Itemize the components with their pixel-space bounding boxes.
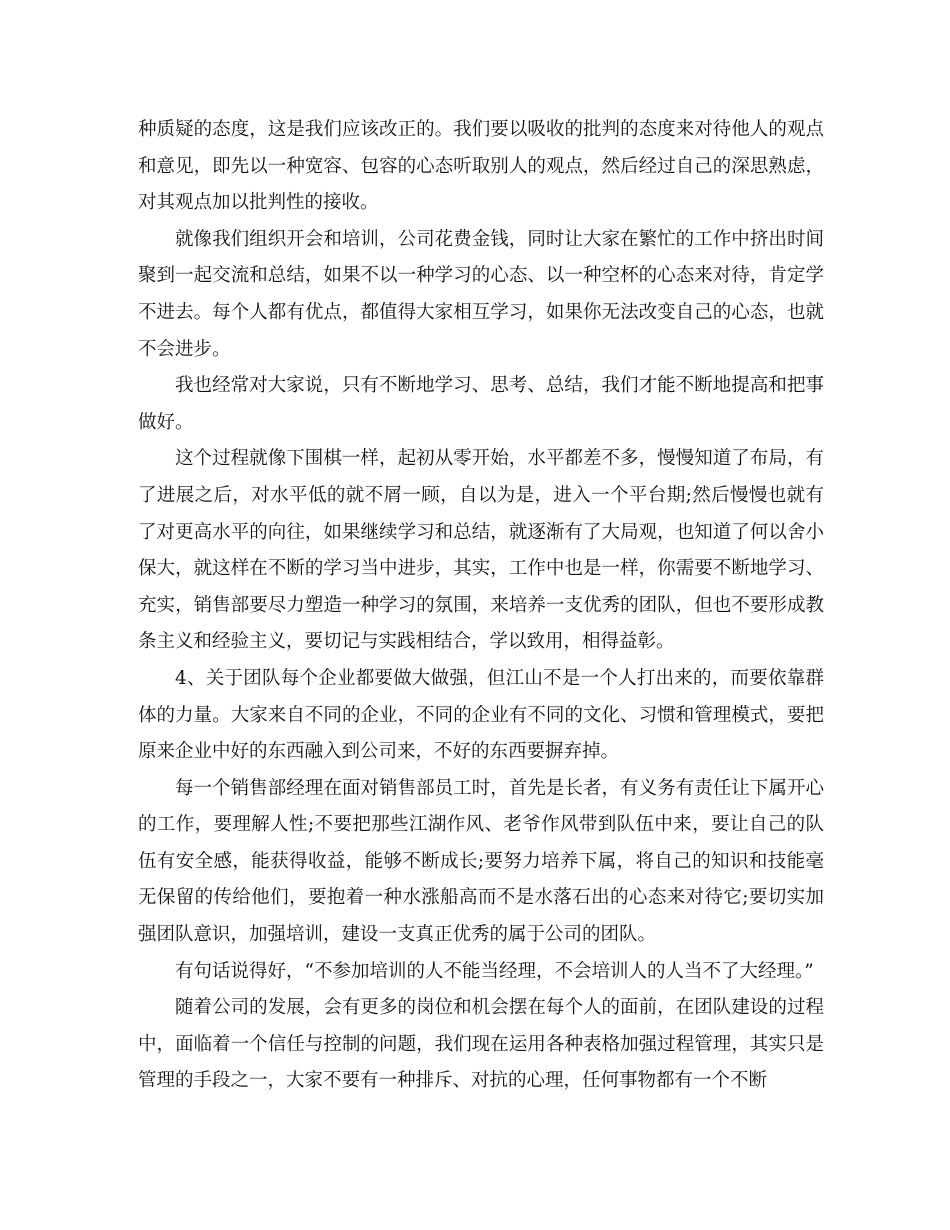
paragraph-2: 就像我们组织开会和培训，公司花费金钱，同时让大家在繁忙的工作中挤出时间聚到一起交流和总结，如果不以一种学习的心态、以一种空杯的心态来对待，肯定学不进去。每个人都有优点，都值得大家相互学习，如果你无法改变自己的心态，也就不会进步。 — [138, 228, 824, 360]
paragraph-8: 随着公司的发展，会有更多的岗位和机会摆在每个人的面前，在团队建设的过程中，面临着一个信任与控制的问题，我们现在运用各种表格加强过程管理，其实只是管理的手段之一，大家不要有一种排斥、对抗的心理，任何事物都有一个不断 — [138, 997, 824, 1092]
paragraph-7: 有句话说得好，“不参加培训的人不能当经理，不会培训人的人当不了大经理。” — [175, 960, 814, 982]
paragraph-4: 这个过程就像下围棋一样，起初从零开始，水平都差不多，慢慢知道了布局，有了进展之后，对水平低的就不屑一顾，自以为是，进入一个平台期;然后慢慢也就有了对更高水平的向往，如果继续学习和总结，就逐渐有了大局观，也知道了何以舍小保大，就这样在不断的学习当中进步，其实，工作中也是一样，你需要不断地学习、充实，销售部要尽力塑造一种学习的氛围，来培养一支优秀的团队，但也不要形成教条主义和经验主义，要切记与实践相结合，学以致用，相得益彰。 — [138, 448, 824, 653]
paragraph-3: 我也经常对大家说，只有不断地学习、思考、总结，我们才能不断地提高和把事做好。 — [138, 375, 824, 433]
paragraph-6: 每一个销售部经理在面对销售部员工时，首先是长者，有义务有责任让下属开心的工作，要理解人性;不要把那些江湖作风、老爷作风带到队伍中来，要让自己的队伍有安全感，能获得收益，能够不断成长;要努力培养下属，将自己的知识和技能毫无保留的传给他们，要抱着一种水涨船高而不是水落石出的心态来对待它;要切实加强团队意识，加强培训，建设一支真正优秀的属于公司的团队。 — [138, 777, 824, 946]
paragraph-5: 4、关于团队每个企业都要做大做强，但江山不是一个人打出来的，而要依靠群体的力量。大家来自不同的企业，不同的企业有不同的文化、习惯和管理模式，要把原来企业中好的东西融入到公司来，不好的东西要摒弃掉。 — [138, 667, 824, 763]
document-page — [138, 112, 824, 1100]
paragraph-1: 种质疑的态度，这是我们应该改正的。我们要以吸收的批判的态度来对待他人的观点和意见，即先以一种宽容、包容的心态听取别人的观点，然后经过自己的深思熟虑，对其观点加以批判性的接收。 — [138, 119, 824, 214]
